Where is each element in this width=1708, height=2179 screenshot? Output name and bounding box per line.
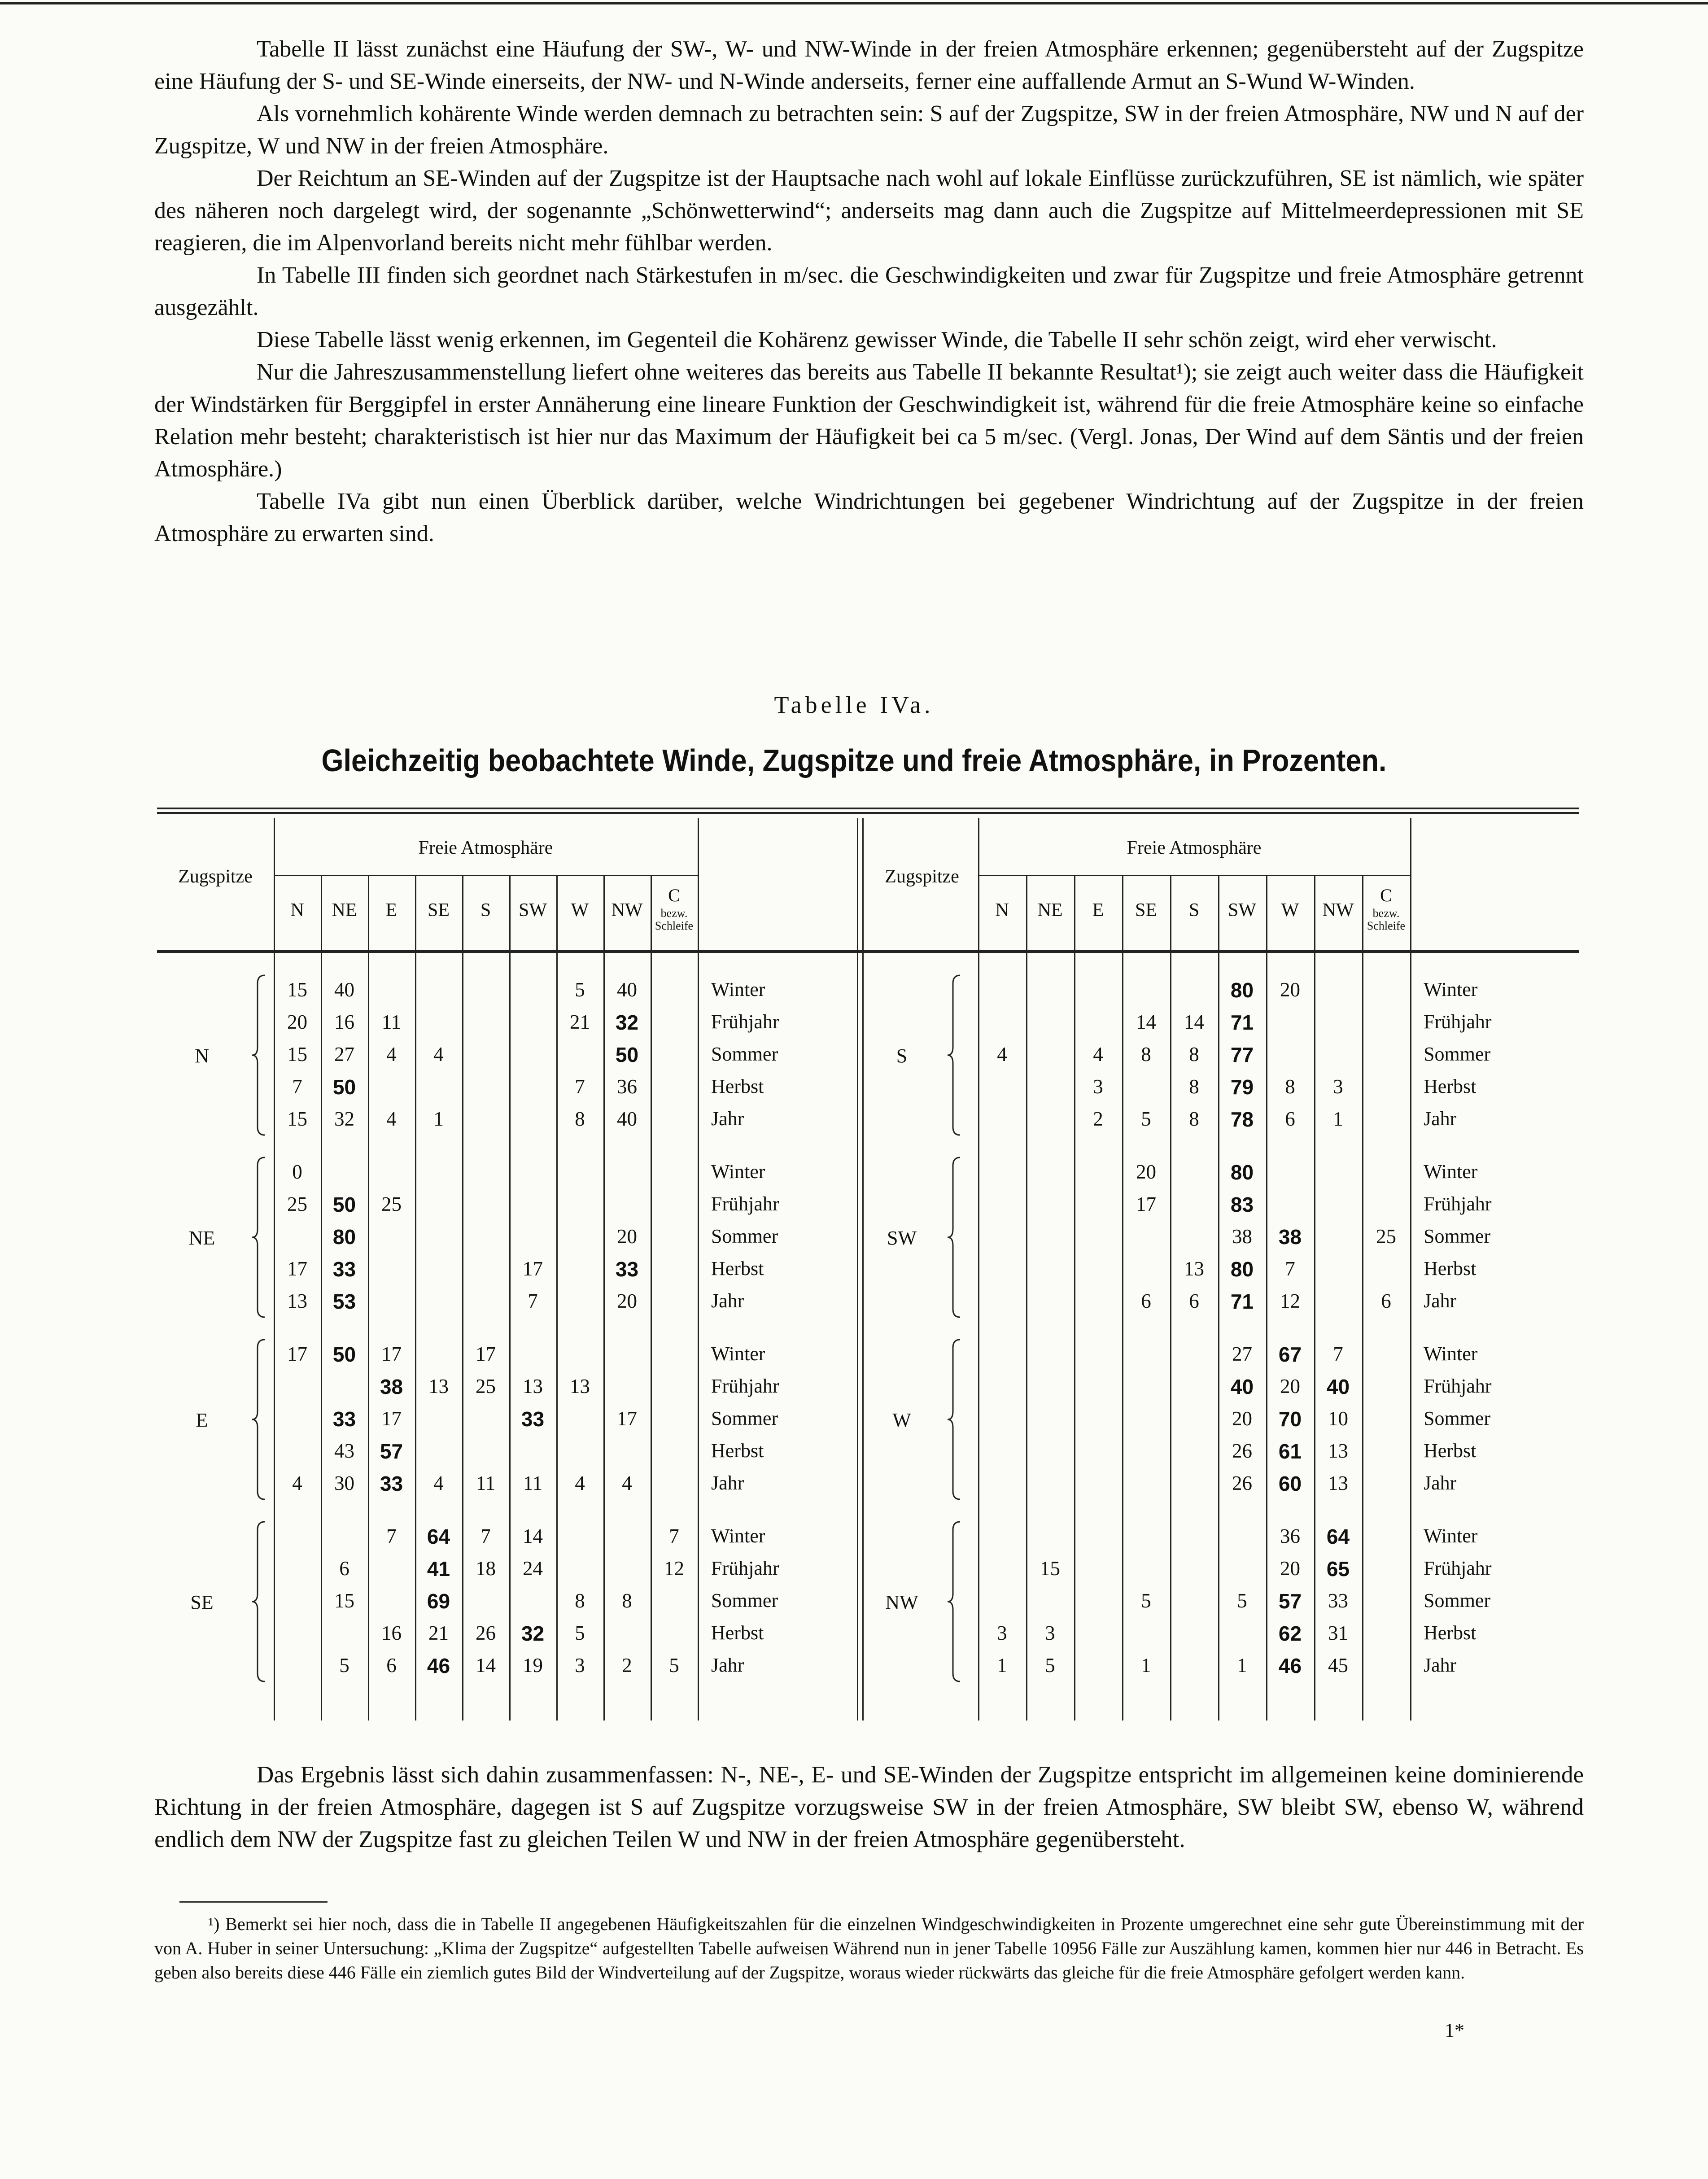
table-cell: 8 — [575, 1108, 585, 1130]
intro-paragraph: Diese Tabelle lässt wenig erkennen, im Gegenteil die Kohärenz gewisser Winde, die Tabelle II sehr schön zeigt, wird eher verwischt. — [257, 327, 1497, 353]
table-cell: 3 — [997, 1622, 1007, 1644]
table-cell: 64 — [427, 1525, 450, 1548]
season-label: Frühjahr — [1424, 1011, 1492, 1033]
table-cell: 46 — [427, 1654, 450, 1677]
table-cell: 4 — [292, 1472, 302, 1494]
season-label: Herbst — [711, 1075, 764, 1097]
freie-header: Freie Atmosphäre — [418, 838, 553, 858]
table-cell: 7 — [292, 1075, 302, 1098]
table-cell: 20 — [1232, 1407, 1252, 1430]
summary-paragraph: Das Ergebnis lässt sich dahin zusammenfassen: N-, NE-, E- und SE-Winden der Zugspitze entspricht im allgemeinen keine dominierende Richtung in der freien Atmosphäre, dagegen ist S auf Zugspitze vorzugsweise SW in der freien Atmosphäre, SW bleibt SW, ebenso W, während endlich dem NW der Zugspitze fast zu gleichen Teilen W und NW in der freien Atmosphäre gegenübersteht. — [154, 1762, 1584, 1852]
table-cell: 20 — [1280, 978, 1300, 1001]
table-cell: 2 — [1093, 1108, 1103, 1130]
table-cell: 7 — [1285, 1258, 1295, 1280]
col-header-sw: SW — [519, 900, 547, 921]
table-cell: 4 — [622, 1472, 632, 1494]
brace — [251, 1339, 269, 1500]
table-cell: 26 — [1232, 1440, 1252, 1462]
summary-text — [154, 1759, 1584, 1856]
table-cell: 11 — [381, 1011, 402, 1033]
table-cell: 10 — [1328, 1407, 1348, 1430]
table-cell: 1 — [1237, 1654, 1247, 1677]
table-cell: 32 — [615, 1011, 639, 1034]
season-label: Frühjahr — [711, 1557, 779, 1579]
table-cell: 7 — [575, 1075, 585, 1098]
table-cell: 50 — [615, 1043, 639, 1066]
column-rule — [651, 875, 652, 1720]
season-label: Sommer — [1424, 1043, 1491, 1065]
table-cell: 20 — [617, 1290, 637, 1312]
season-label: Herbst — [711, 1440, 764, 1462]
season-label: Frühjahr — [711, 1011, 779, 1033]
table-cell: 14 — [523, 1525, 543, 1547]
top-rule — [0, 2, 1708, 4]
table-cell: 83 — [1230, 1193, 1254, 1216]
table-cell: 13 — [570, 1375, 590, 1397]
table-cell: 24 — [523, 1557, 543, 1580]
intro-text — [154, 33, 1584, 550]
season-label: Jahr — [711, 1654, 744, 1676]
table-cell: 31 — [1328, 1622, 1348, 1644]
table-rule — [157, 808, 1579, 809]
table-cell: 60 — [1278, 1472, 1302, 1495]
season-label: Herbst — [1424, 1258, 1476, 1279]
table-cell: 13 — [428, 1375, 449, 1397]
table-cell: 20 — [1280, 1557, 1300, 1580]
col-header-s: S — [1188, 900, 1200, 921]
table-cell: 7 — [669, 1525, 679, 1547]
table-cell: 5 — [1237, 1589, 1247, 1612]
table-cell: 69 — [427, 1589, 450, 1613]
season-label: Jahr — [1424, 1290, 1457, 1312]
table-rule — [157, 950, 1579, 953]
footnote-text: ¹) Bemerkt sei hier noch, dass die in Tabelle II angegebenen Häufigkeitszahlen für die einzelnen Windgeschwindigkeiten in Prozente umgerechnet eine sehr gute Übereinstimmung mit der von A. Huber in seiner Untersuchung: „Klima der Zugspitze“ aufgestellten Tabelle aufweisen Während nun in jener Tabelle 10956 Fälle zur Auszählung kamen, kommen hier nur 446 in Betracht. Es geben also bereits diese 446 Fälle ein ziemlich gutes Bild der Windverteilung auf der Zugspitze, woraus wieder rückwärts das gleiche für die freie Atmosphäre gefolgert werden kann. — [154, 1914, 1584, 1982]
table-cell: 21 — [570, 1011, 590, 1033]
table-cell: 78 — [1230, 1108, 1254, 1131]
table-cell: 80 — [1230, 1258, 1254, 1281]
season-label: Sommer — [1424, 1225, 1491, 1247]
col-header-nw: NW — [611, 900, 643, 921]
table-cell: 17 — [617, 1407, 637, 1430]
col-header-se: SE — [1135, 900, 1157, 921]
table-cell: 4 — [386, 1043, 397, 1065]
table-cell: 43 — [334, 1440, 354, 1462]
footnote-rule — [179, 1901, 328, 1903]
freie-end-rule — [698, 818, 699, 1720]
column-rule — [368, 875, 369, 1720]
table-cell: 40 — [334, 978, 354, 1001]
season-label: Jahr — [711, 1108, 744, 1130]
intro-paragraph: Als vornehmlich kohärente Winde werden demnach zu betrachten sein: S auf der Zugspitze, SW in der freien Atmosphäre, NW und N auf der Zugspitze, W und NW in der freien Atmosphäre. — [154, 101, 1584, 159]
table-cell: 13 — [1328, 1472, 1348, 1494]
col-header-c-sub: bezw. — [1372, 907, 1400, 920]
table-cell: 5 — [669, 1654, 679, 1677]
table-cell: 53 — [332, 1290, 356, 1313]
brace — [251, 1157, 269, 1318]
table-cell: 1 — [1333, 1108, 1343, 1130]
season-label: Frühjahr — [1424, 1557, 1492, 1579]
table-cell: 36 — [1280, 1525, 1300, 1547]
table-cell: 4 — [433, 1043, 444, 1065]
season-label: Herbst — [1424, 1440, 1476, 1462]
season-label: Winter — [1424, 1525, 1478, 1547]
table-cell: 13 — [1328, 1440, 1348, 1462]
season-label: Sommer — [711, 1043, 778, 1065]
column-rule — [1074, 875, 1075, 1720]
table-cell: 67 — [1278, 1343, 1302, 1366]
table-cell: 12 — [664, 1557, 684, 1580]
freie-end-rule — [1410, 818, 1411, 1720]
table-cell: 40 — [617, 1108, 637, 1130]
table-cell: 13 — [287, 1290, 307, 1312]
table-caption: Tabelle IVa. — [774, 691, 934, 718]
table-cell: 40 — [1326, 1375, 1350, 1398]
table-cell: 7 — [481, 1525, 491, 1547]
table-cell: 17 — [476, 1343, 496, 1365]
table-cell: 32 — [521, 1622, 545, 1645]
table-cell: 46 — [1278, 1654, 1302, 1677]
table-cell: 17 — [523, 1258, 543, 1280]
table-cell: 8 — [1189, 1043, 1199, 1065]
table-cell: 6 — [339, 1557, 349, 1580]
table-cell: 20 — [1136, 1161, 1156, 1183]
table-cell: 3 — [1093, 1075, 1103, 1098]
table-cell: 3 — [1045, 1622, 1055, 1644]
table-cell: 13 — [1184, 1258, 1204, 1280]
table-rule — [978, 875, 1410, 876]
table-cell: 18 — [476, 1557, 496, 1580]
table-cell: 6 — [386, 1654, 397, 1677]
zugspitze-header: Zugspitze — [178, 866, 253, 887]
table-cell: 38 — [380, 1375, 403, 1398]
table-cell: 4 — [1093, 1043, 1103, 1065]
season-label: Winter — [1424, 1343, 1478, 1365]
table-title: Gleichzeitig beobachtete Winde, Zugspitze und freie Atmosphäre, in Prozenten. — [321, 743, 1387, 778]
wind-table — [157, 808, 1579, 1723]
table-cell: 15 — [287, 1043, 307, 1065]
table-cell: 33 — [615, 1258, 639, 1281]
season-label: Herbst — [711, 1622, 764, 1644]
table-cell: 11 — [523, 1472, 543, 1494]
table-cell: 32 — [334, 1108, 354, 1130]
table-cell: 1 — [433, 1108, 444, 1130]
table-cell: 8 — [1285, 1075, 1295, 1098]
col-header-ne: NE — [332, 900, 357, 921]
table-cell: 15 — [287, 1108, 307, 1130]
table-cell: 33 — [521, 1407, 545, 1431]
col-header-c-sub: bezw. — [660, 907, 688, 920]
table-cell: 6 — [1189, 1290, 1199, 1312]
table-cell: 65 — [1326, 1557, 1350, 1581]
table-cell: 50 — [332, 1343, 356, 1366]
table-cell: 14 — [1136, 1011, 1156, 1033]
col-header-c: C — [1380, 885, 1392, 905]
table-cell: 27 — [1232, 1343, 1252, 1365]
table-cell: 8 — [1189, 1075, 1199, 1098]
table-cell: 2 — [622, 1654, 632, 1677]
table-cell: 4 — [575, 1472, 585, 1494]
intro-paragraph: Der Reichtum an SE-Winden auf der Zugspitze ist der Hauptsache nach wohl auf lokale Einflüsse zurückzuführen, SE ist nämlich, wie später des näheren noch dargelegt wird, der sogenannte „Schönwetterwind“; anderseits mag dann auch die Zugspitze auf Mittelmeerdepressionen mit SE reagieren, die im Alpenvorland bereits nicht mehr fühlbar werden. — [154, 166, 1584, 256]
brace — [251, 974, 269, 1136]
table-cell: 3 — [1333, 1075, 1343, 1098]
table-cell: 45 — [1328, 1654, 1348, 1677]
brace — [947, 1157, 965, 1318]
table-cell: 6 — [1285, 1108, 1295, 1130]
table-cell: 33 — [380, 1472, 403, 1495]
brace — [947, 1339, 965, 1500]
table-cell: 1 — [997, 1654, 1007, 1677]
season-label: Frühjahr — [1424, 1375, 1492, 1397]
table-cell: 7 — [528, 1290, 538, 1312]
zugspitze-label-sw: SW — [887, 1227, 917, 1249]
page-mark: 1* — [1445, 2019, 1464, 2041]
zugspitze-label-se: SE — [190, 1591, 214, 1613]
table-cell: 27 — [334, 1043, 354, 1065]
brace — [251, 1521, 269, 1682]
table-cell: 16 — [381, 1622, 402, 1644]
season-label: Jahr — [711, 1472, 744, 1494]
col-header-nw: NW — [1322, 900, 1354, 921]
table-cell: 64 — [1326, 1525, 1350, 1548]
table-cell: 80 — [332, 1225, 356, 1249]
zugspitze-label-w: W — [892, 1409, 911, 1431]
brace — [947, 1521, 965, 1682]
season-label: Sommer — [711, 1407, 778, 1429]
intro-paragraph: Nur die Jahreszusammenstellung liefert ohne weiteres das bereits aus Tabelle II bekannte Resultat¹); sie zeigt auch weiter dass die Häufigkeit der Windstärken für Berggipfel in erster Annäherung eine lineare Funktion der Geschwindigkeit ist, während für die freie Atmosphäre keine so einfache Relation mehr besteht; charakteristisch ist hier nur das Maximum der Häufigkeit bei ca 5 m/sec. (Vergl. Jonas, Der Wind auf dem Säntis und der freien Atmosphäre.) — [154, 359, 1584, 482]
table-cell: 77 — [1230, 1043, 1254, 1066]
table-cell: 13 — [523, 1375, 543, 1397]
table-cell: 20 — [1280, 1375, 1300, 1397]
season-label: Winter — [711, 1343, 765, 1365]
table-cell: 50 — [332, 1193, 356, 1216]
table-cell: 17 — [381, 1407, 402, 1430]
col-header-w: W — [571, 900, 589, 921]
season-label: Sommer — [711, 1225, 778, 1247]
table-cell: 25 — [381, 1193, 402, 1215]
col-header-e: E — [385, 900, 398, 921]
zugspitze-rule — [978, 818, 979, 1720]
table-cell: 8 — [1141, 1043, 1151, 1065]
table-cell: 30 — [334, 1472, 354, 1494]
season-label: Jahr — [1424, 1654, 1457, 1676]
intro-paragraph: Tabelle IVa gibt nun einen Überblick darüber, welche Windrichtungen bei gegebener Windrichtung auf der Zugspitze in der freien Atmosphäre zu erwarten sind. — [154, 489, 1584, 546]
season-label: Jahr — [1424, 1472, 1457, 1494]
column-rule — [462, 875, 463, 1720]
table-cell: 80 — [1230, 978, 1254, 1002]
table-cell: 6 — [1141, 1290, 1151, 1312]
table-cell: 17 — [287, 1343, 307, 1365]
table-cell: 62 — [1278, 1622, 1302, 1645]
table-cell: 25 — [287, 1193, 307, 1215]
table-cell: 33 — [332, 1258, 356, 1281]
table-cell: 80 — [1230, 1161, 1254, 1184]
table-cell: 5 — [575, 978, 585, 1001]
table-cell: 17 — [287, 1258, 307, 1280]
col-header-w: W — [1281, 900, 1299, 921]
table-cell: 12 — [1280, 1290, 1300, 1312]
col-header-se: SE — [427, 900, 450, 921]
center-rule — [857, 818, 858, 1720]
table-cell: 61 — [1278, 1440, 1302, 1463]
table-cell: 71 — [1230, 1011, 1254, 1034]
table-cell: 25 — [1376, 1225, 1396, 1248]
table-cell: 1 — [1141, 1654, 1151, 1677]
table-cell: 26 — [1232, 1472, 1252, 1494]
season-label: Winter — [1424, 978, 1478, 1000]
season-label: Sommer — [1424, 1589, 1491, 1611]
col-header-c-sub: Schleife — [655, 919, 694, 932]
zugspitze-label-s: S — [896, 1045, 908, 1067]
table-cell: 40 — [1230, 1375, 1254, 1398]
col-header-c-sub: Schleife — [1367, 919, 1406, 932]
table-cell: 40 — [617, 978, 637, 1001]
table-cell: 7 — [1333, 1343, 1343, 1365]
table-cell: 71 — [1230, 1290, 1254, 1313]
table-cell: 57 — [1278, 1589, 1302, 1613]
table-rule — [274, 875, 698, 876]
intro-paragraph: In Tabelle III finden sich geordnet nach Stärkestufen in m/sec. die Geschwindigkeiten und zwar für Zugspitze und freie Atmosphäre getrennt ausgezählt. — [154, 262, 1584, 320]
season-label: Sommer — [1424, 1407, 1491, 1429]
table-cell: 36 — [617, 1075, 637, 1098]
table-cell: 3 — [575, 1654, 585, 1677]
season-label: Winter — [711, 1525, 765, 1547]
table-cell: 6 — [1381, 1290, 1391, 1312]
table-cell: 57 — [380, 1440, 403, 1463]
zugspitze-label-nw: NW — [885, 1591, 918, 1613]
col-header-n: N — [290, 900, 304, 921]
col-header-s: S — [480, 900, 491, 921]
column-rule — [1026, 875, 1027, 1720]
table-cell: 5 — [575, 1622, 585, 1644]
col-header-ne: NE — [1037, 900, 1063, 921]
table-cell: 5 — [1141, 1589, 1151, 1612]
season-label: Herbst — [711, 1258, 764, 1279]
season-label: Frühjahr — [711, 1193, 779, 1215]
season-label: Winter — [1424, 1161, 1478, 1183]
season-label: Frühjahr — [1424, 1193, 1492, 1215]
table-cell: 20 — [287, 1011, 307, 1033]
table-cell: 19 — [523, 1654, 543, 1677]
table-cell: 50 — [332, 1075, 356, 1099]
freie-header: Freie Atmosphäre — [1127, 838, 1262, 858]
season-label: Jahr — [711, 1290, 744, 1312]
table-cell: 11 — [476, 1472, 496, 1494]
table-cell: 14 — [1184, 1011, 1204, 1033]
table-cell: 21 — [428, 1622, 449, 1644]
table-cell: 5 — [339, 1654, 349, 1677]
table-cell: 8 — [622, 1589, 632, 1612]
table-cell: 15 — [1040, 1557, 1060, 1580]
season-label: Sommer — [711, 1589, 778, 1611]
table-cell: 5 — [1141, 1108, 1151, 1130]
col-header-sw: SW — [1228, 900, 1256, 921]
zugspitze-label-ne: NE — [188, 1227, 215, 1249]
table-cell: 41 — [427, 1557, 450, 1581]
col-header-c: C — [668, 885, 680, 905]
table-cell: 4 — [997, 1043, 1007, 1065]
table-cell: 0 — [292, 1161, 302, 1183]
table-cell: 4 — [433, 1472, 444, 1494]
col-header-n: N — [995, 900, 1009, 921]
table-cell: 79 — [1230, 1075, 1254, 1099]
table-cell: 4 — [386, 1108, 397, 1130]
table-cell: 26 — [476, 1622, 496, 1644]
table-cell: 15 — [334, 1589, 354, 1612]
table-cell: 16 — [334, 1011, 354, 1033]
table-cell: 25 — [476, 1375, 496, 1397]
table-rule — [157, 812, 1579, 814]
table-cell: 8 — [1189, 1108, 1199, 1130]
table-cell: 17 — [381, 1343, 402, 1365]
table-cell: 33 — [332, 1407, 356, 1431]
season-label: Jahr — [1424, 1108, 1457, 1130]
center-rule — [862, 818, 864, 1720]
table-cell: 20 — [617, 1225, 637, 1248]
season-label: Frühjahr — [711, 1375, 779, 1397]
table-cell: 33 — [1328, 1589, 1348, 1612]
table-cell: 7 — [386, 1525, 397, 1547]
table-cell: 17 — [1136, 1193, 1156, 1215]
season-label: Winter — [711, 1161, 765, 1183]
intro-paragraph: Tabelle II lässt zunächst eine Häufung der SW-, W- und NW-Winde in der freien Atmosphäre erkennen; gegenübersteht auf der Zugspitze eine Häufung der S- und SE-Winde einerseits, der NW- und N-Winde anderseits, ferner eine auffallende Armut an S-Wund W-Winden. — [154, 36, 1584, 94]
zugspitze-label-e: E — [196, 1409, 208, 1431]
brace — [947, 974, 965, 1136]
table-cell: 5 — [1045, 1654, 1055, 1677]
zugspitze-label-n: N — [195, 1045, 209, 1067]
col-header-e: E — [1092, 900, 1104, 921]
footnote — [154, 1912, 1584, 1985]
table-cell: 70 — [1278, 1407, 1302, 1431]
table-cell: 14 — [476, 1654, 496, 1677]
season-label: Herbst — [1424, 1622, 1476, 1644]
table-cell: 38 — [1278, 1225, 1302, 1249]
season-label: Herbst — [1424, 1075, 1476, 1097]
table-cell: 38 — [1232, 1225, 1252, 1248]
table-cell: 8 — [575, 1589, 585, 1612]
table-cell: 15 — [287, 978, 307, 1001]
season-label: Winter — [711, 978, 765, 1000]
zugspitze-header: Zugspitze — [885, 866, 959, 887]
